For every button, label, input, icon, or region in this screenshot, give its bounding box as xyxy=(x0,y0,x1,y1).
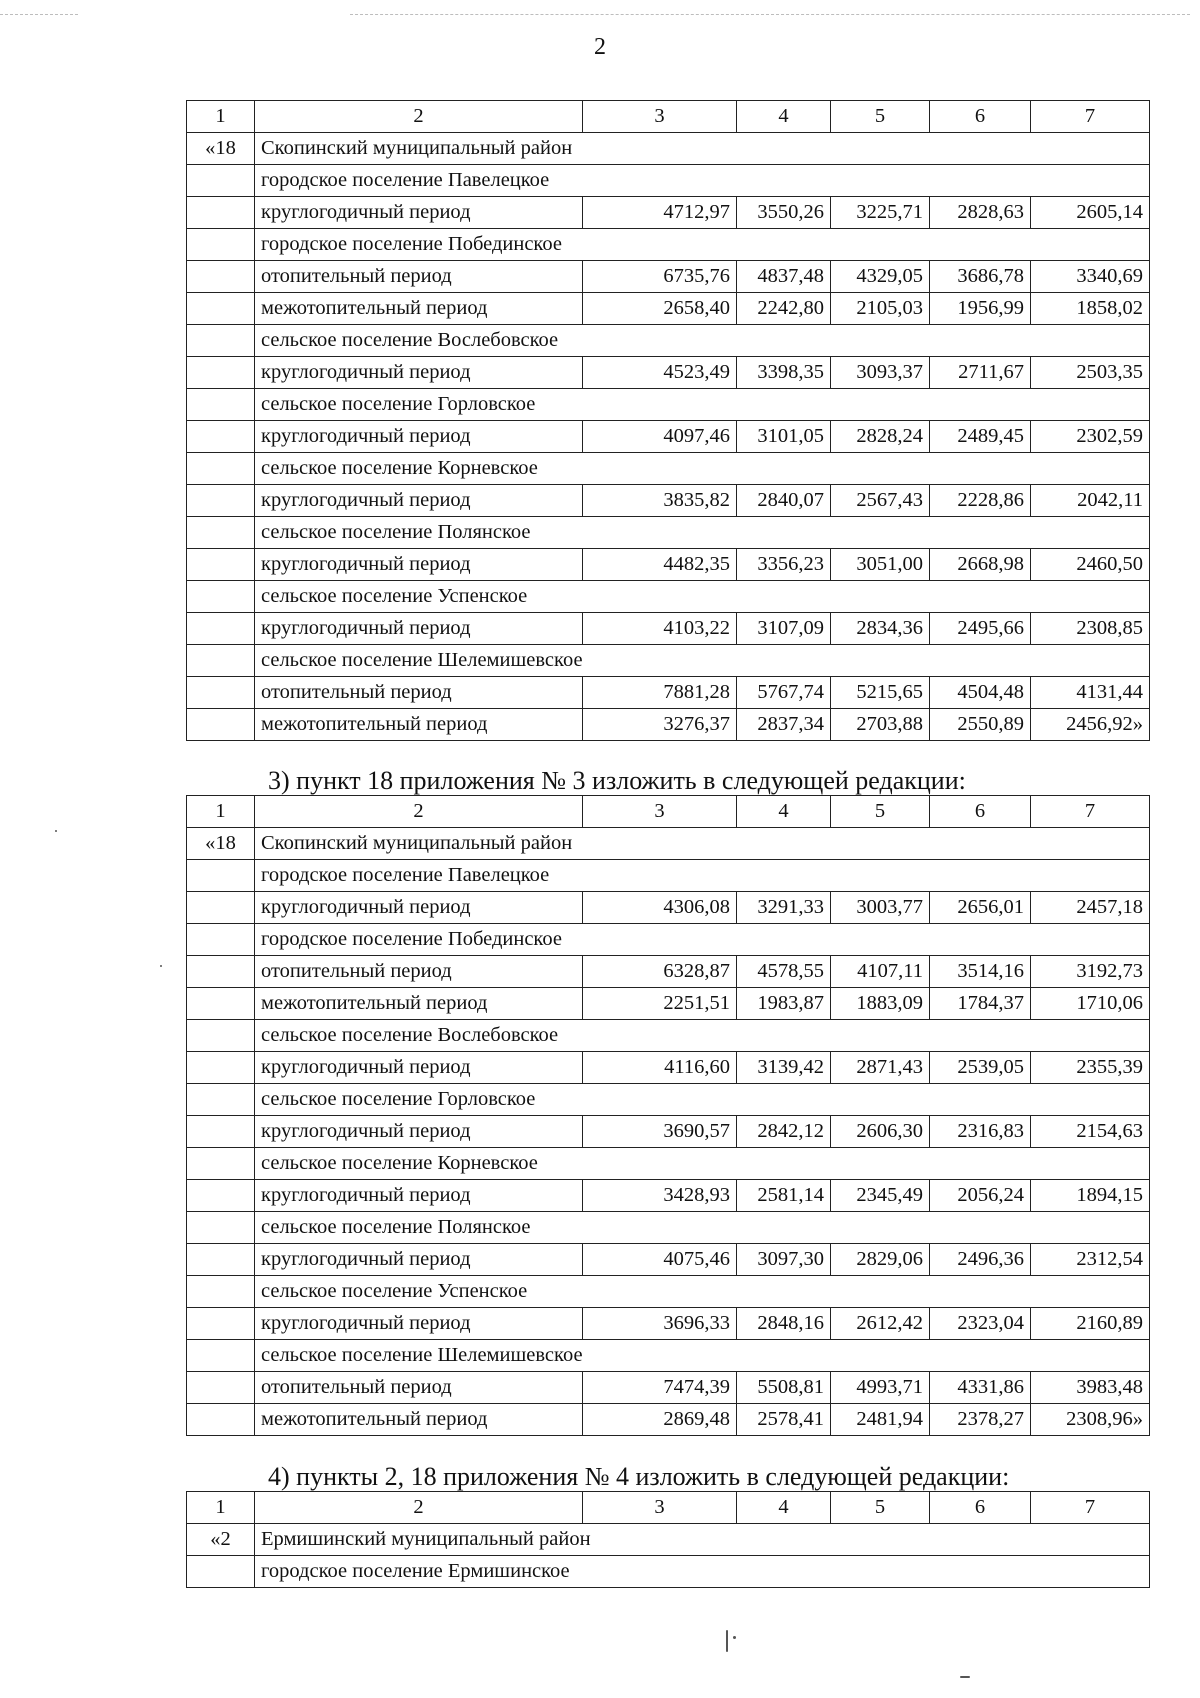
period-label: межотопительный период xyxy=(255,293,583,325)
empty-cell xyxy=(187,1340,255,1372)
empty-cell xyxy=(187,1084,255,1116)
settlement-row xyxy=(187,1340,1150,1372)
period-label: круглогодичный период xyxy=(255,1180,583,1212)
tariff-value: 2302,59 xyxy=(1031,421,1150,453)
empty-cell xyxy=(187,645,255,677)
period-row xyxy=(187,1180,1150,1212)
tariff-value: 2378,27 xyxy=(930,1404,1031,1436)
period-row xyxy=(187,357,1150,389)
column-header: 6 xyxy=(930,101,1031,133)
settlement-name: городское поселение Павелецкое xyxy=(255,165,1150,197)
period-label: круглогодичный период xyxy=(255,549,583,581)
period-row xyxy=(187,197,1150,229)
tariff-value: 3276,37 xyxy=(583,709,737,741)
empty-cell xyxy=(187,613,255,645)
period-row xyxy=(187,1404,1150,1436)
tariff-value: 4523,49 xyxy=(583,357,737,389)
district-name: Скопинский муниципальный район xyxy=(255,828,1150,860)
tariff-value: 1883,09 xyxy=(831,988,930,1020)
settlement-row xyxy=(187,389,1150,421)
empty-cell xyxy=(187,1212,255,1244)
scan-artifact xyxy=(0,14,78,16)
tariff-value: 2581,14 xyxy=(737,1180,831,1212)
scan-mark xyxy=(160,965,162,967)
period-label: круглогодичный период xyxy=(255,485,583,517)
tariff-value: 3097,30 xyxy=(737,1244,831,1276)
tariff-value: 4837,48 xyxy=(737,261,831,293)
item-number: «2 xyxy=(187,1524,255,1556)
period-label: круглогодичный период xyxy=(255,1116,583,1148)
period-label: круглогодичный период xyxy=(255,613,583,645)
settlement-row xyxy=(187,1212,1150,1244)
tariff-value: 2345,49 xyxy=(831,1180,930,1212)
settlement-name: сельское поселение Горловское xyxy=(255,389,1150,421)
column-header: 6 xyxy=(930,796,1031,828)
period-label: круглогодичный период xyxy=(255,1308,583,1340)
empty-cell xyxy=(187,1116,255,1148)
empty-cell xyxy=(187,1276,255,1308)
tariff-value: 3139,42 xyxy=(737,1052,831,1084)
empty-cell xyxy=(187,709,255,741)
tariff-value: 2668,98 xyxy=(930,549,1031,581)
empty-cell xyxy=(187,517,255,549)
settlement-name: сельское поселение Вослебовское xyxy=(255,325,1150,357)
column-header: 1 xyxy=(187,101,255,133)
tariff-value: 6328,87 xyxy=(583,956,737,988)
empty-cell xyxy=(187,197,255,229)
tariff-value: 2711,67 xyxy=(930,357,1031,389)
tariff-value: 3101,05 xyxy=(737,421,831,453)
tariff-value: 2154,63 xyxy=(1031,1116,1150,1148)
period-label: круглогодичный период xyxy=(255,892,583,924)
tariff-value: 4482,35 xyxy=(583,549,737,581)
tariff-value: 2251,51 xyxy=(583,988,737,1020)
tariff-value: 2308,85 xyxy=(1031,613,1150,645)
tariff-value: 2840,07 xyxy=(737,485,831,517)
settlement-name: городское поселение Побединское xyxy=(255,229,1150,261)
tariff-value: 7474,39 xyxy=(583,1372,737,1404)
tariff-value: 2612,42 xyxy=(831,1308,930,1340)
tariff-value: 4306,08 xyxy=(583,892,737,924)
tariff-value: 2489,45 xyxy=(930,421,1031,453)
tariff-value: 2828,63 xyxy=(930,197,1031,229)
section-heading-3: 3) пункт 18 приложения № 3 изложить в следующей редакции: xyxy=(268,766,966,795)
column-header: 7 xyxy=(1031,101,1150,133)
settlement-name: сельское поселение Горловское xyxy=(255,1084,1150,1116)
settlement-name: сельское поселение Корневское xyxy=(255,453,1150,485)
tariff-value: 3107,09 xyxy=(737,613,831,645)
settlement-name: сельское поселение Шелемишевское xyxy=(255,1340,1150,1372)
tariff-value: 2323,04 xyxy=(930,1308,1031,1340)
settlement-row xyxy=(187,325,1150,357)
tariff-value: 4331,86 xyxy=(930,1372,1031,1404)
period-row xyxy=(187,892,1150,924)
tariff-value: 6735,76 xyxy=(583,261,737,293)
column-header: 1 xyxy=(187,1492,255,1524)
column-header: 2 xyxy=(255,1492,583,1524)
tariff-value: 2105,03 xyxy=(831,293,930,325)
empty-cell xyxy=(187,229,255,261)
empty-cell xyxy=(187,357,255,389)
tariff-value: 3428,93 xyxy=(583,1180,737,1212)
scan-mark xyxy=(55,830,57,832)
period-label: межотопительный период xyxy=(255,1404,583,1436)
tariff-value: 4103,22 xyxy=(583,613,737,645)
tariff-value: 2456,92» xyxy=(1031,709,1150,741)
tariff-value: 4107,11 xyxy=(831,956,930,988)
period-row xyxy=(187,677,1150,709)
empty-cell xyxy=(187,677,255,709)
tariff-value: 3003,77 xyxy=(831,892,930,924)
empty-cell xyxy=(187,325,255,357)
empty-cell xyxy=(187,1052,255,1084)
settlement-row xyxy=(187,860,1150,892)
period-row xyxy=(187,1372,1150,1404)
column-header: 3 xyxy=(583,101,737,133)
item-number: «18 xyxy=(187,133,255,165)
settlement-row xyxy=(187,581,1150,613)
tariff-value: 3983,48 xyxy=(1031,1372,1150,1404)
period-row xyxy=(187,485,1150,517)
scan-mark xyxy=(726,1630,728,1652)
tariff-value: 2503,35 xyxy=(1031,357,1150,389)
tariff-value: 2312,54 xyxy=(1031,1244,1150,1276)
settlement-name: сельское поселение Вослебовское xyxy=(255,1020,1150,1052)
period-row xyxy=(187,421,1150,453)
tariff-value: 3690,57 xyxy=(583,1116,737,1148)
settlement-row xyxy=(187,1084,1150,1116)
period-label: отопительный период xyxy=(255,261,583,293)
district-row xyxy=(187,1524,1150,1556)
tariff-table-appendix-4 xyxy=(186,1491,1150,1588)
column-header: 6 xyxy=(930,1492,1031,1524)
tariff-value: 2242,80 xyxy=(737,293,831,325)
tariff-table-appendix-3 xyxy=(186,795,1150,1436)
district-name: Ермишинский муниципальный район xyxy=(255,1524,1150,1556)
empty-cell xyxy=(187,293,255,325)
tariff-value: 2829,06 xyxy=(831,1244,930,1276)
tariff-value: 2481,94 xyxy=(831,1404,930,1436)
tariff-value: 2355,39 xyxy=(1031,1052,1150,1084)
district-row xyxy=(187,133,1150,165)
settlement-row xyxy=(187,517,1150,549)
period-row xyxy=(187,988,1150,1020)
tariff-value: 7881,28 xyxy=(583,677,737,709)
settlement-name: городское поселение Ермишинское xyxy=(255,1556,1150,1588)
tariff-value: 3291,33 xyxy=(737,892,831,924)
period-label: круглогодичный период xyxy=(255,357,583,389)
tariff-value: 3398,35 xyxy=(737,357,831,389)
section-heading-4: 4) пункты 2, 18 приложения № 4 изложить в следующей редакции: xyxy=(268,1462,1010,1491)
tariff-value: 1894,15 xyxy=(1031,1180,1150,1212)
tariff-value: 2457,18 xyxy=(1031,892,1150,924)
tariff-value: 3340,69 xyxy=(1031,261,1150,293)
empty-cell xyxy=(187,389,255,421)
tariff-value: 3093,37 xyxy=(831,357,930,389)
tariff-value: 2656,01 xyxy=(930,892,1031,924)
column-header: 7 xyxy=(1031,796,1150,828)
period-label: межотопительный период xyxy=(255,709,583,741)
tariff-table-appendix-2 xyxy=(186,100,1150,741)
settlement-name: сельское поселение Успенское xyxy=(255,1276,1150,1308)
column-header: 2 xyxy=(255,796,583,828)
period-label: круглогодичный период xyxy=(255,197,583,229)
tariff-value: 2567,43 xyxy=(831,485,930,517)
tariff-value: 2496,36 xyxy=(930,1244,1031,1276)
tariff-value: 3514,16 xyxy=(930,956,1031,988)
settlement-name: сельское поселение Полянское xyxy=(255,1212,1150,1244)
tariff-value: 1858,02 xyxy=(1031,293,1150,325)
empty-cell xyxy=(187,1372,255,1404)
tariff-value: 2605,14 xyxy=(1031,197,1150,229)
empty-cell xyxy=(187,860,255,892)
empty-cell xyxy=(187,1308,255,1340)
period-label: отопительный период xyxy=(255,677,583,709)
column-header: 5 xyxy=(831,796,930,828)
column-header-row xyxy=(187,796,1150,828)
settlement-row xyxy=(187,165,1150,197)
column-header: 4 xyxy=(737,101,831,133)
settlement-name: сельское поселение Полянское xyxy=(255,517,1150,549)
settlement-name: сельское поселение Успенское xyxy=(255,581,1150,613)
tariff-value: 4097,46 xyxy=(583,421,737,453)
empty-cell xyxy=(187,549,255,581)
tariff-value: 2828,24 xyxy=(831,421,930,453)
period-row xyxy=(187,549,1150,581)
column-header: 2 xyxy=(255,101,583,133)
empty-cell xyxy=(187,1148,255,1180)
column-header: 4 xyxy=(737,1492,831,1524)
tariff-value: 2703,88 xyxy=(831,709,930,741)
tariff-value: 2606,30 xyxy=(831,1116,930,1148)
tariff-value: 2550,89 xyxy=(930,709,1031,741)
empty-cell xyxy=(187,1556,255,1588)
settlement-row xyxy=(187,229,1150,261)
settlement-name: сельское поселение Шелемишевское xyxy=(255,645,1150,677)
settlement-row xyxy=(187,1556,1150,1588)
empty-cell xyxy=(187,581,255,613)
tariff-value: 2869,48 xyxy=(583,1404,737,1436)
empty-cell xyxy=(187,261,255,293)
tariff-value: 2871,43 xyxy=(831,1052,930,1084)
empty-cell xyxy=(187,1180,255,1212)
period-row xyxy=(187,709,1150,741)
tariff-value: 4131,44 xyxy=(1031,677,1150,709)
scan-mark xyxy=(733,1636,736,1639)
empty-cell xyxy=(187,1244,255,1276)
tariff-value: 4712,97 xyxy=(583,197,737,229)
column-header: 5 xyxy=(831,101,930,133)
period-row xyxy=(187,1116,1150,1148)
tariff-value: 2658,40 xyxy=(583,293,737,325)
column-header-row xyxy=(187,1492,1150,1524)
column-header: 1 xyxy=(187,796,255,828)
settlement-row xyxy=(187,645,1150,677)
scan-artifact xyxy=(350,14,1190,16)
empty-cell xyxy=(187,1020,255,1052)
period-row xyxy=(187,956,1150,988)
column-header: 4 xyxy=(737,796,831,828)
period-label: круглогодичный период xyxy=(255,1052,583,1084)
column-header: 3 xyxy=(583,1492,737,1524)
tariff-value: 4578,55 xyxy=(737,956,831,988)
tariff-value: 2308,96» xyxy=(1031,1404,1150,1436)
tariff-value: 1956,99 xyxy=(930,293,1031,325)
settlement-row xyxy=(187,1020,1150,1052)
tariff-value: 2578,41 xyxy=(737,1404,831,1436)
period-row xyxy=(187,1308,1150,1340)
tariff-value: 2228,86 xyxy=(930,485,1031,517)
period-row xyxy=(187,293,1150,325)
tariff-value: 3835,82 xyxy=(583,485,737,517)
period-label: круглогодичный период xyxy=(255,1244,583,1276)
tariff-value: 1784,37 xyxy=(930,988,1031,1020)
tariff-value: 2848,16 xyxy=(737,1308,831,1340)
tariff-value: 3192,73 xyxy=(1031,956,1150,988)
period-row xyxy=(187,1244,1150,1276)
tariff-value: 2834,36 xyxy=(831,613,930,645)
empty-cell xyxy=(187,485,255,517)
tariff-value: 3225,71 xyxy=(831,197,930,229)
tariff-value: 3356,23 xyxy=(737,549,831,581)
empty-cell xyxy=(187,165,255,197)
tariff-value: 2495,66 xyxy=(930,613,1031,645)
tariff-value: 3696,33 xyxy=(583,1308,737,1340)
period-row xyxy=(187,261,1150,293)
tariff-value: 3550,26 xyxy=(737,197,831,229)
period-row xyxy=(187,613,1150,645)
tariff-value: 5767,74 xyxy=(737,677,831,709)
empty-cell xyxy=(187,892,255,924)
tariff-value: 2539,05 xyxy=(930,1052,1031,1084)
period-row xyxy=(187,1052,1150,1084)
item-number: «18 xyxy=(187,828,255,860)
tariff-value: 2460,50 xyxy=(1031,549,1150,581)
period-label: отопительный период xyxy=(255,956,583,988)
tariff-value: 2837,34 xyxy=(737,709,831,741)
tariff-value: 5215,65 xyxy=(831,677,930,709)
settlement-row xyxy=(187,1276,1150,1308)
page-number: 2 xyxy=(594,34,606,60)
tariff-value: 3051,00 xyxy=(831,549,930,581)
column-header: 5 xyxy=(831,1492,930,1524)
period-label: отопительный период xyxy=(255,1372,583,1404)
period-label: круглогодичный период xyxy=(255,421,583,453)
settlement-row xyxy=(187,453,1150,485)
tariff-value: 4504,48 xyxy=(930,677,1031,709)
tariff-value: 4075,46 xyxy=(583,1244,737,1276)
tariff-value: 3686,78 xyxy=(930,261,1031,293)
empty-cell xyxy=(187,924,255,956)
empty-cell xyxy=(187,421,255,453)
tariff-value: 4993,71 xyxy=(831,1372,930,1404)
settlement-name: сельское поселение Корневское xyxy=(255,1148,1150,1180)
scan-mark xyxy=(960,1676,970,1678)
tariff-value: 4329,05 xyxy=(831,261,930,293)
column-header: 7 xyxy=(1031,1492,1150,1524)
tariff-value: 2056,24 xyxy=(930,1180,1031,1212)
tariff-value: 1983,87 xyxy=(737,988,831,1020)
empty-cell xyxy=(187,988,255,1020)
tariff-value: 2160,89 xyxy=(1031,1308,1150,1340)
column-header-row xyxy=(187,101,1150,133)
tariff-value: 1710,06 xyxy=(1031,988,1150,1020)
tariff-value: 4116,60 xyxy=(583,1052,737,1084)
empty-cell xyxy=(187,453,255,485)
settlement-name: городское поселение Павелецкое xyxy=(255,860,1150,892)
period-label: межотопительный период xyxy=(255,988,583,1020)
tariff-value: 5508,81 xyxy=(737,1372,831,1404)
column-header: 3 xyxy=(583,796,737,828)
tariff-value: 2316,83 xyxy=(930,1116,1031,1148)
tariff-value: 2042,11 xyxy=(1031,485,1150,517)
district-row xyxy=(187,828,1150,860)
empty-cell xyxy=(187,956,255,988)
settlement-row xyxy=(187,1148,1150,1180)
tariff-value: 2842,12 xyxy=(737,1116,831,1148)
settlement-name: городское поселение Побединское xyxy=(255,924,1150,956)
district-name: Скопинский муниципальный район xyxy=(255,133,1150,165)
settlement-row xyxy=(187,924,1150,956)
empty-cell xyxy=(187,1404,255,1436)
